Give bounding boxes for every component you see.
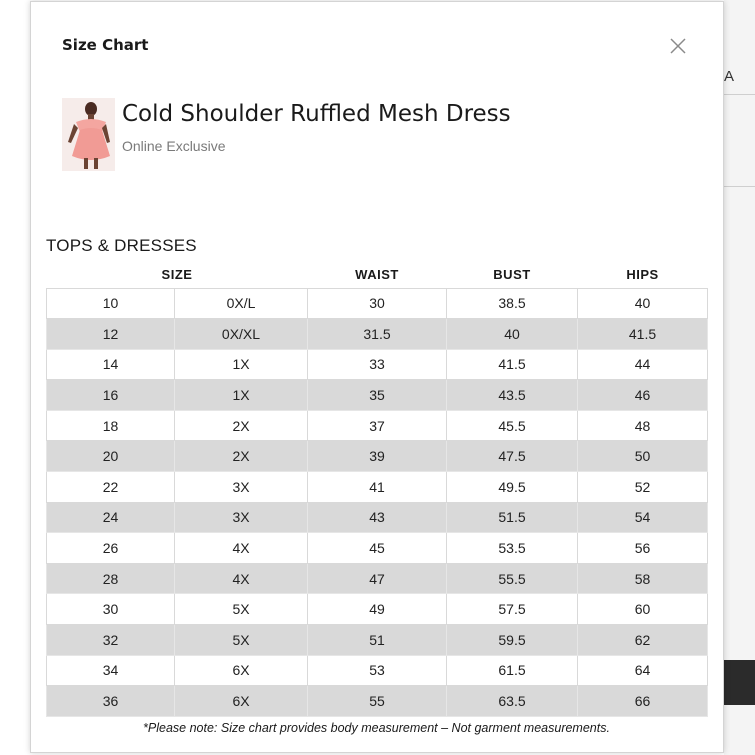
- cell-bust: 49.5: [447, 472, 578, 503]
- close-icon: [667, 35, 689, 57]
- table-body: [47, 288, 708, 716]
- table-row: [47, 441, 708, 472]
- cell-numeric-size: 16: [47, 380, 175, 411]
- cell-bust: 51.5: [447, 502, 578, 533]
- table-row: [47, 502, 708, 533]
- table-header-row: [47, 261, 708, 288]
- cell-numeric-size: 24: [47, 502, 175, 533]
- cell-hips: 54: [578, 502, 708, 533]
- table-row: [47, 594, 708, 625]
- cell-numeric-size: 34: [47, 655, 175, 686]
- cell-hips: 62: [578, 625, 708, 656]
- cell-waist: 31.5: [308, 319, 447, 350]
- cell-hips: 40: [578, 288, 708, 319]
- cell-letter-size: 4X: [175, 533, 308, 564]
- cell-letter-size: 0X/L: [175, 288, 308, 319]
- cell-letter-size: 0X/XL: [175, 319, 308, 350]
- close-button[interactable]: [667, 35, 689, 57]
- cell-bust: 57.5: [447, 594, 578, 625]
- cell-letter-size: 5X: [175, 594, 308, 625]
- table-row: [47, 472, 708, 503]
- cell-hips: 48: [578, 410, 708, 441]
- cell-hips: 44: [578, 349, 708, 380]
- cell-waist: 35: [308, 380, 447, 411]
- cell-letter-size: 2X: [175, 441, 308, 472]
- cell-waist: 37: [308, 410, 447, 441]
- cell-numeric-size: 20: [47, 441, 175, 472]
- background-page-edge: [724, 0, 755, 755]
- table-row: [47, 563, 708, 594]
- table-row: [47, 533, 708, 564]
- table-row: [47, 410, 708, 441]
- table-row: [47, 625, 708, 656]
- cell-waist: 45: [308, 533, 447, 564]
- cell-numeric-size: 28: [47, 563, 175, 594]
- cell-waist: 33: [308, 349, 447, 380]
- table-row: [47, 288, 708, 319]
- cell-bust: 55.5: [447, 563, 578, 594]
- cell-hips: 56: [578, 533, 708, 564]
- product-thumbnail: [62, 98, 115, 171]
- cell-letter-size: 5X: [175, 625, 308, 656]
- cell-waist: 43: [308, 502, 447, 533]
- table-row: [47, 319, 708, 350]
- cell-waist: 53: [308, 655, 447, 686]
- size-table-container: [46, 261, 707, 717]
- cell-numeric-size: 26: [47, 533, 175, 564]
- cell-bust: 45.5: [447, 410, 578, 441]
- cell-letter-size: 6X: [175, 686, 308, 717]
- cell-hips: 52: [578, 472, 708, 503]
- background-divider: [724, 94, 755, 95]
- cell-numeric-size: 32: [47, 625, 175, 656]
- cell-bust: 61.5: [447, 655, 578, 686]
- background-divider: [724, 186, 755, 187]
- cell-bust: 43.5: [447, 380, 578, 411]
- product-name: Cold Shoulder Ruffled Mesh Dress: [122, 101, 511, 127]
- cell-hips: 64: [578, 655, 708, 686]
- cell-letter-size: 1X: [175, 349, 308, 380]
- cell-bust: 41.5: [447, 349, 578, 380]
- product-tag: Online Exclusive: [122, 138, 226, 154]
- background-text: A: [724, 68, 735, 85]
- column-header-hips: HIPS: [626, 266, 659, 282]
- cell-bust: 53.5: [447, 533, 578, 564]
- cell-numeric-size: 12: [47, 319, 175, 350]
- cell-waist: 55: [308, 686, 447, 717]
- size-chart-modal: [30, 1, 724, 753]
- modal-title: Size Chart: [62, 36, 149, 54]
- cell-waist: 39: [308, 441, 447, 472]
- cell-numeric-size: 22: [47, 472, 175, 503]
- cell-hips: 41.5: [578, 319, 708, 350]
- cell-waist: 30: [308, 288, 447, 319]
- cell-waist: 47: [308, 563, 447, 594]
- cell-letter-size: 6X: [175, 655, 308, 686]
- background-dark-block: [724, 660, 755, 705]
- cell-hips: 46: [578, 380, 708, 411]
- footnote: *Please note: Size chart provides body measurement – Not garment measurements.: [143, 721, 610, 735]
- cell-letter-size: 1X: [175, 380, 308, 411]
- cell-hips: 66: [578, 686, 708, 717]
- column-header-waist: WAIST: [355, 266, 399, 282]
- cell-bust: 38.5: [447, 288, 578, 319]
- product-photo-icon: [62, 98, 115, 171]
- table-row: [47, 686, 708, 717]
- table-row: [47, 349, 708, 380]
- cell-numeric-size: 30: [47, 594, 175, 625]
- column-header-size: SIZE: [161, 266, 193, 282]
- section-title: TOPS & DRESSES: [46, 236, 197, 255]
- cell-bust: 63.5: [447, 686, 578, 717]
- cell-letter-size: 4X: [175, 563, 308, 594]
- cell-hips: 58: [578, 563, 708, 594]
- cell-numeric-size: 36: [47, 686, 175, 717]
- cell-hips: 50: [578, 441, 708, 472]
- cell-letter-size: 2X: [175, 410, 308, 441]
- cell-hips: 60: [578, 594, 708, 625]
- cell-letter-size: 3X: [175, 502, 308, 533]
- cell-numeric-size: 18: [47, 410, 175, 441]
- column-header-bust: BUST: [493, 266, 531, 282]
- cell-waist: 41: [308, 472, 447, 503]
- table-row: [47, 655, 708, 686]
- cell-bust: 47.5: [447, 441, 578, 472]
- cell-numeric-size: 14: [47, 349, 175, 380]
- cell-bust: 40: [447, 319, 578, 350]
- cell-numeric-size: 10: [47, 288, 175, 319]
- size-table: [46, 261, 708, 717]
- cell-bust: 59.5: [447, 625, 578, 656]
- cell-waist: 49: [308, 594, 447, 625]
- cell-waist: 51: [308, 625, 447, 656]
- cell-letter-size: 3X: [175, 472, 308, 503]
- table-row: [47, 380, 708, 411]
